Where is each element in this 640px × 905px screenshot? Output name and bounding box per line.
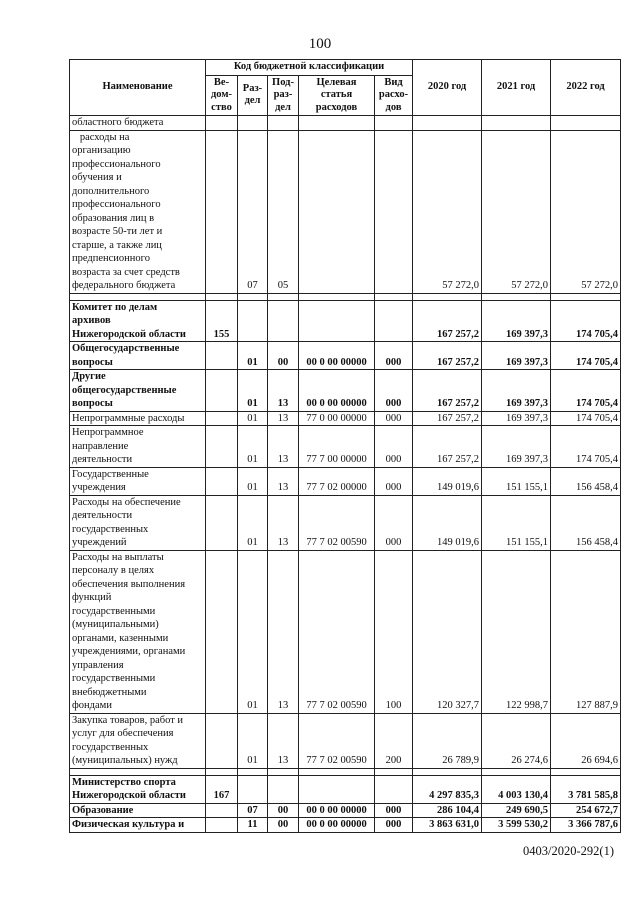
cell-target	[299, 775, 375, 803]
cell-vid	[375, 130, 413, 293]
cell-vid: 000	[375, 411, 413, 426]
cell-razdel: 01	[238, 495, 268, 550]
cell-vedomstvo	[206, 713, 238, 768]
cell-name: Общегосударственные вопросы	[70, 342, 206, 370]
cell-razdel: 01	[238, 713, 268, 768]
cell-2022: 156 458,4	[551, 495, 621, 550]
spacer-cell	[413, 768, 482, 775]
cell-podrazdel: 05	[268, 130, 299, 293]
spacer-cell	[413, 293, 482, 300]
table-row	[70, 495, 621, 550]
cell-2021: 151 155,1	[482, 467, 551, 495]
spacer-cell	[70, 293, 206, 300]
spacer-cell	[551, 768, 621, 775]
cell-razdel: 01	[238, 370, 268, 412]
table-row	[70, 300, 621, 342]
cell-podrazdel: 13	[268, 550, 299, 713]
header-2021: 2021 год	[482, 60, 551, 116]
cell-2020: 4 297 835,3	[413, 775, 482, 803]
cell-2021: 151 155,1	[482, 495, 551, 550]
cell-name: Непрограммные расходы	[70, 411, 206, 426]
budget-table	[69, 59, 621, 833]
cell-razdel: 01	[238, 426, 268, 468]
cell-2022: 26 694,6	[551, 713, 621, 768]
cell-2022: 174 705,4	[551, 300, 621, 342]
cell-vid: 100	[375, 550, 413, 713]
cell-target: 00 0 00 00000	[299, 818, 375, 833]
spacer-cell	[268, 768, 299, 775]
cell-podrazdel	[268, 116, 299, 131]
cell-razdel: 07	[238, 130, 268, 293]
table-row	[70, 550, 621, 713]
cell-vedomstvo	[206, 426, 238, 468]
cell-2021	[482, 116, 551, 131]
cell-2021: 26 274,6	[482, 713, 551, 768]
cell-vedomstvo	[206, 411, 238, 426]
cell-2020: 149 019,6	[413, 467, 482, 495]
cell-podrazdel: 13	[268, 713, 299, 768]
cell-target	[299, 130, 375, 293]
cell-2020	[413, 116, 482, 131]
cell-podrazdel: 00	[268, 342, 299, 370]
cell-vid	[375, 300, 413, 342]
cell-name: Государственные учреждения	[70, 467, 206, 495]
spacer-cell	[482, 293, 551, 300]
cell-2020: 167 257,2	[413, 342, 482, 370]
cell-vedomstvo	[206, 342, 238, 370]
cell-2020: 57 272,0	[413, 130, 482, 293]
cell-name: областного бюджета	[70, 116, 206, 131]
header-code-group: Код бюджетной классификации	[206, 60, 413, 76]
cell-vedomstvo	[206, 130, 238, 293]
cell-razdel: 01	[238, 550, 268, 713]
spacer-cell	[268, 293, 299, 300]
cell-podrazdel: 13	[268, 411, 299, 426]
table-body	[70, 116, 621, 833]
spacer-row	[70, 768, 621, 775]
spacer-cell	[206, 768, 238, 775]
cell-target: 77 0 00 00000	[299, 411, 375, 426]
footer-code: 0403/2020-292(1)	[523, 844, 614, 858]
cell-vid: 000	[375, 818, 413, 833]
cell-2022: 156 458,4	[551, 467, 621, 495]
cell-2022: 254 672,7	[551, 803, 621, 818]
cell-podrazdel	[268, 300, 299, 342]
cell-name: Расходы на выплаты персоналу в целях обеспечения выполнения функций государственными (муниципальными) органами, казенными учреждениями, органами управления государственными внебюджетными фондами	[70, 550, 206, 713]
cell-razdel: 01	[238, 342, 268, 370]
cell-2022: 174 705,4	[551, 370, 621, 412]
cell-target: 77 7 02 00590	[299, 495, 375, 550]
cell-razdel: 01	[238, 467, 268, 495]
cell-target	[299, 300, 375, 342]
cell-2021: 122 998,7	[482, 550, 551, 713]
cell-2020: 167 257,2	[413, 411, 482, 426]
cell-vedomstvo	[206, 116, 238, 131]
cell-podrazdel: 13	[268, 467, 299, 495]
cell-2020: 26 789,9	[413, 713, 482, 768]
spacer-row	[70, 293, 621, 300]
cell-2022	[551, 116, 621, 131]
cell-name: Образование	[70, 803, 206, 818]
cell-2020: 167 257,2	[413, 370, 482, 412]
cell-name: Физическая культура и	[70, 818, 206, 833]
header-vedomstvo: Ве- дом- ство	[206, 75, 238, 116]
cell-vid: 000	[375, 495, 413, 550]
cell-vedomstvo: 155	[206, 300, 238, 342]
cell-vid: 000	[375, 370, 413, 412]
cell-razdel: 01	[238, 411, 268, 426]
cell-vid: 000	[375, 426, 413, 468]
cell-name: Комитет по делам архивов Нижегородской области	[70, 300, 206, 342]
cell-vid: 000	[375, 803, 413, 818]
cell-target: 77 7 02 00000	[299, 467, 375, 495]
table-row	[70, 713, 621, 768]
header-target: Целевая статья расходов	[299, 75, 375, 116]
cell-target: 77 7 02 00590	[299, 713, 375, 768]
cell-2020: 3 863 631,0	[413, 818, 482, 833]
cell-vid: 200	[375, 713, 413, 768]
cell-2021: 249 690,5	[482, 803, 551, 818]
table-row	[70, 411, 621, 426]
cell-name: Расходы на обеспечение деятельности государственных учреждений	[70, 495, 206, 550]
cell-podrazdel: 13	[268, 370, 299, 412]
cell-target	[299, 116, 375, 131]
cell-razdel	[238, 775, 268, 803]
spacer-cell	[70, 768, 206, 775]
cell-podrazdel	[268, 775, 299, 803]
cell-podrazdel: 13	[268, 495, 299, 550]
header-2020: 2020 год	[413, 60, 482, 116]
spacer-cell	[375, 768, 413, 775]
spacer-cell	[299, 768, 375, 775]
cell-target: 00 0 00 00000	[299, 803, 375, 818]
cell-vedomstvo	[206, 803, 238, 818]
cell-target: 00 0 00 00000	[299, 370, 375, 412]
cell-2021: 169 397,3	[482, 342, 551, 370]
header-name: Наименование	[70, 60, 206, 116]
cell-razdel: 11	[238, 818, 268, 833]
header-razdel: Раз- дел	[238, 75, 268, 116]
cell-2022: 57 272,0	[551, 130, 621, 293]
cell-vedomstvo	[206, 370, 238, 412]
table-row	[70, 775, 621, 803]
table-row	[70, 370, 621, 412]
cell-vedomstvo: 167	[206, 775, 238, 803]
cell-2022: 174 705,4	[551, 426, 621, 468]
cell-2022: 3 781 585,8	[551, 775, 621, 803]
cell-vid	[375, 775, 413, 803]
page-number: 100	[308, 36, 332, 52]
table-row	[70, 467, 621, 495]
table-row	[70, 342, 621, 370]
cell-2022: 3 366 787,6	[551, 818, 621, 833]
cell-name: Закупка товаров, работ и услуг для обеспечения государственных (муниципальных) нужд	[70, 713, 206, 768]
cell-name: Непрограммное направление деятельности	[70, 426, 206, 468]
cell-vid: 000	[375, 342, 413, 370]
cell-2022: 174 705,4	[551, 411, 621, 426]
cell-podrazdel: 00	[268, 803, 299, 818]
header-vid: Вид расхо- дов	[375, 75, 413, 116]
spacer-cell	[206, 293, 238, 300]
spacer-cell	[482, 768, 551, 775]
cell-2021: 169 397,3	[482, 426, 551, 468]
cell-target: 00 0 00 00000	[299, 342, 375, 370]
cell-razdel	[238, 300, 268, 342]
cell-vedomstvo	[206, 467, 238, 495]
cell-2020: 167 257,2	[413, 300, 482, 342]
header-podrazdel: Под- раз- дел	[268, 75, 299, 116]
cell-target: 77 7 02 00590	[299, 550, 375, 713]
cell-vid	[375, 116, 413, 131]
spacer-cell	[299, 293, 375, 300]
cell-2021: 4 003 130,4	[482, 775, 551, 803]
cell-2020: 286 104,4	[413, 803, 482, 818]
cell-target: 77 7 00 00000	[299, 426, 375, 468]
cell-razdel	[238, 116, 268, 131]
spacer-cell	[375, 293, 413, 300]
cell-razdel: 07	[238, 803, 268, 818]
spacer-cell	[551, 293, 621, 300]
header-2022: 2022 год	[551, 60, 621, 116]
cell-name: расходы на организацию профессионального обучения и дополнительного профессионального образования лиц в возрасте 50-ти лет и старше, а также лиц предпенсионного возраста за счет средств федерального бюджета	[70, 130, 206, 293]
table-row	[70, 116, 621, 131]
cell-2021: 169 397,3	[482, 370, 551, 412]
cell-2021: 169 397,3	[482, 411, 551, 426]
cell-name: Другие общегосударственные вопросы	[70, 370, 206, 412]
cell-2022: 127 887,9	[551, 550, 621, 713]
table-row	[70, 130, 621, 293]
spacer-cell	[238, 293, 268, 300]
cell-podrazdel: 00	[268, 818, 299, 833]
cell-2020: 167 257,2	[413, 426, 482, 468]
table-row	[70, 818, 621, 833]
spacer-cell	[238, 768, 268, 775]
cell-name: Министерство спорта Нижегородской области	[70, 775, 206, 803]
cell-2022: 174 705,4	[551, 342, 621, 370]
cell-vedomstvo	[206, 818, 238, 833]
cell-2020: 120 327,7	[413, 550, 482, 713]
cell-podrazdel: 13	[268, 426, 299, 468]
cell-vedomstvo	[206, 550, 238, 713]
table-row	[70, 803, 621, 818]
cell-2021: 3 599 530,2	[482, 818, 551, 833]
cell-2021: 169 397,3	[482, 300, 551, 342]
cell-vid: 000	[375, 467, 413, 495]
cell-2021: 57 272,0	[482, 130, 551, 293]
table-row	[70, 426, 621, 468]
cell-vedomstvo	[206, 495, 238, 550]
cell-2020: 149 019,6	[413, 495, 482, 550]
